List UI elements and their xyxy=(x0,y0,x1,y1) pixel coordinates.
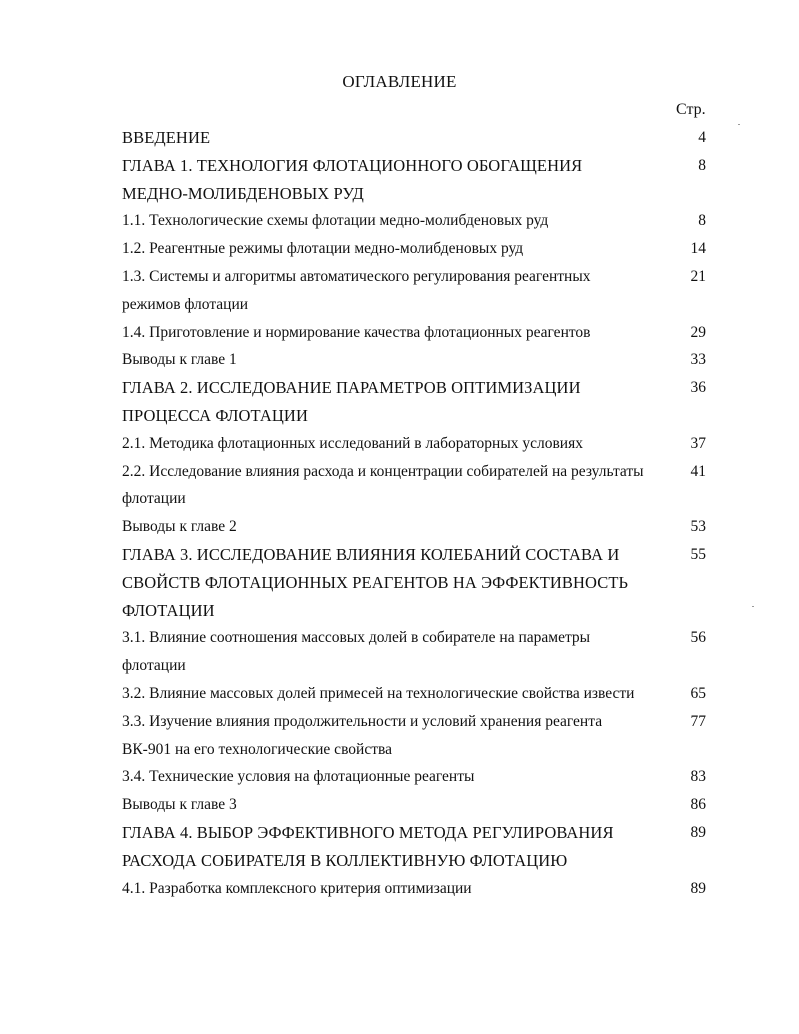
toc-entry-title: Выводы к главе 2 xyxy=(122,518,237,536)
toc-entry-page: 53 xyxy=(690,518,706,536)
toc-entry-page: 36 xyxy=(690,379,706,397)
toc-list xyxy=(122,124,722,902)
scan-speck xyxy=(738,124,740,125)
toc-entry-title: ВВЕДЕНИЕ xyxy=(122,128,211,147)
toc-entry-section-3-3 xyxy=(122,708,722,764)
toc-entry-title: ГЛАВА 2. ИССЛЕДОВАНИЕ ПАРАМЕТРОВ ОПТИМИЗАЦИИ ПРОЦЕССА ФЛОТАЦИИ xyxy=(122,378,581,425)
toc-entry-title: 2.1. Методика флотационных исследований в лабораторных условиях xyxy=(122,434,583,452)
toc-entry-title: 3.1. Влияние соотношения массовых долей в собирателе на параметры флотации xyxy=(122,629,591,675)
toc-entry-section-1-1 xyxy=(122,207,722,235)
toc-entry-title: 4.1. Разработка комплексного критерия оптимизации xyxy=(122,879,472,897)
toc-entry-title: ГЛАВА 3. ИССЛЕДОВАНИЕ ВЛИЯНИЯ КОЛЕБАНИЙ СОСТАВА И СВОЙСТВ ФЛОТАЦИОННЫХ РЕАГЕНТОВ НА ЭФФЕКТИВНОСТЬ ФЛОТАЦИИ xyxy=(122,544,629,620)
toc-entry-conclusions-3 xyxy=(122,791,722,819)
page-title: ОГЛАВЛЕНИЕ xyxy=(342,72,457,91)
toc-entry-title: Выводы к главе 3 xyxy=(122,796,237,814)
toc-entry-title: 1.1. Технологические схемы флотации медно-молибденовых руд xyxy=(122,212,549,230)
toc-entry-section-1-2 xyxy=(122,235,722,263)
page-column-label: Стр. xyxy=(676,101,706,118)
toc-entry-page: 8 xyxy=(698,156,706,174)
toc-entry-title: 2.2. Исследование влияния расхода и концентрации собирателей на результаты флотации xyxy=(122,462,644,508)
toc-entry-page: 14 xyxy=(690,240,706,258)
toc-entry-title: 3.4. Технические условия на флотационные реагенты xyxy=(122,768,475,786)
toc-entry-section-2-2 xyxy=(122,458,722,514)
toc-entry-page: 33 xyxy=(690,351,706,369)
toc-entry-section-1-4 xyxy=(122,319,722,347)
toc-entry-section-4-1 xyxy=(122,875,722,903)
toc-entry-page: 8 xyxy=(698,212,706,230)
toc-entry-page: 37 xyxy=(690,434,706,452)
toc-entry-page: 21 xyxy=(690,267,706,285)
toc-entry-page: 77 xyxy=(690,712,706,730)
toc-entry-page: 65 xyxy=(690,684,706,702)
toc-entry-page: 89 xyxy=(690,823,706,841)
toc-entry-page: 56 xyxy=(690,629,706,647)
toc-entry-page: 29 xyxy=(690,323,706,341)
toc-entry-page: 89 xyxy=(690,879,706,897)
toc-entry-title: 1.2. Реагентные режимы флотации медно-молибденовых руд xyxy=(122,240,524,258)
toc-entry-page: 83 xyxy=(690,768,706,786)
toc-entry-page: 41 xyxy=(690,462,706,480)
toc-entry-page: 86 xyxy=(690,796,706,814)
scan-speck xyxy=(752,606,754,607)
toc-entry-title: ГЛАВА 1. ТЕХНОЛОГИЯ ФЛОТАЦИОННОГО ОБОГАЩЕНИЯ МЕДНО-МОЛИБДЕНОВЫХ РУД xyxy=(122,155,583,203)
toc-entry-title: 3.2. Влияние массовых долей примесей на технологические свойства извести xyxy=(122,684,635,702)
toc-entry-section-3-4 xyxy=(122,763,722,791)
toc-entry-chapter-2 xyxy=(122,374,722,430)
toc-entry-page: 55 xyxy=(690,545,706,563)
toc-entry-section-3-1 xyxy=(122,624,722,680)
toc-entry-title: 1.4. Приготовление и нормирование качества флотационных реагентов xyxy=(122,323,591,341)
toc-entry-title: 3.3. Изучение влияния продолжительности и условий хранения реагента ВК-901 на его технологические свойства xyxy=(122,712,603,758)
toc-entry-chapter-4 xyxy=(122,819,722,875)
toc-entry-section-3-2 xyxy=(122,680,722,708)
toc-entry-page: 4 xyxy=(698,129,706,146)
toc-entry-section-2-1 xyxy=(122,430,722,458)
toc-entry-chapter-1 xyxy=(122,152,722,208)
toc-entry-conclusions-1 xyxy=(122,346,722,374)
toc-entry-chapter-3 xyxy=(122,541,722,624)
toc-entry-conclusions-2 xyxy=(122,513,722,541)
toc-entry-section-1-3 xyxy=(122,263,722,319)
toc-entry-title: Выводы к главе 1 xyxy=(122,351,237,369)
toc-entry-title: ГЛАВА 4. ВЫБОР ЭФФЕКТИВНОГО МЕТОДА РЕГУЛИРОВАНИЯ РАСХОДА СОБИРАТЕЛЯ В КОЛЛЕКТИВНУЮ ФЛОТАЦИЮ xyxy=(122,822,614,870)
toc-entry-title: 1.3. Системы и алгоритмы автоматического регулирования реагентных режимов флотации xyxy=(122,267,591,313)
toc-entry-introduction xyxy=(122,124,722,152)
